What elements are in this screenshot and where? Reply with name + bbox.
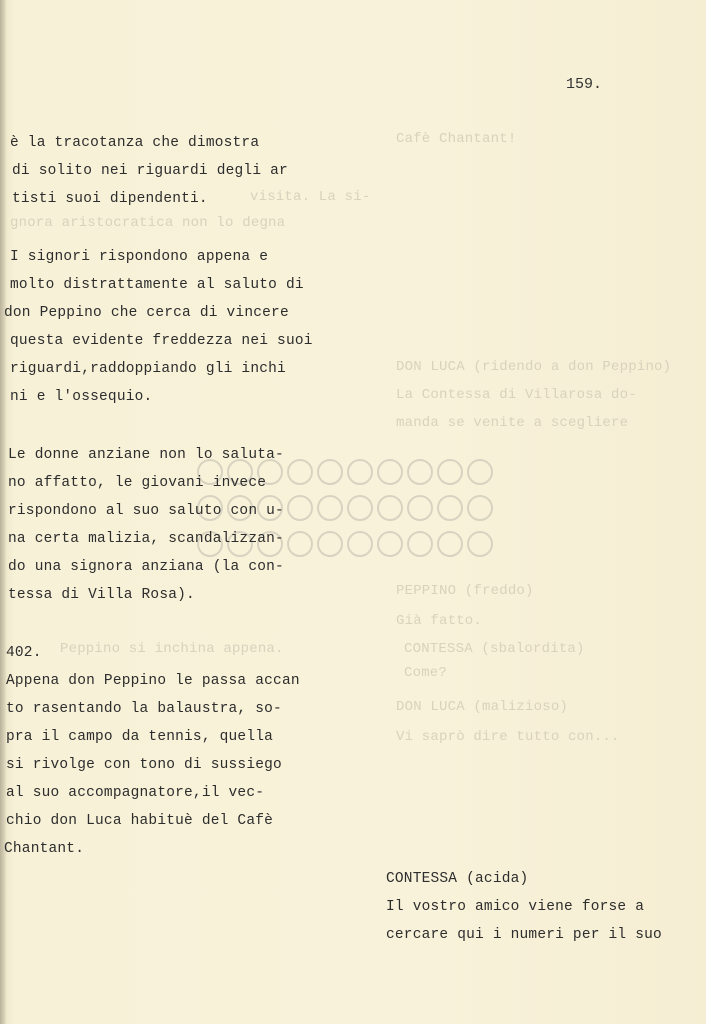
ghost-line: La Contessa di Villarosa do- [396,387,637,403]
page-number: 159. [566,76,603,93]
text-line: Le donne anziane non lo saluta- [8,447,284,463]
text-line: riguardi,raddoppiando gli inchi [10,361,286,377]
character-cue: CONTESSA (acida) [386,871,529,887]
text-line: na certa malizia, scandalizzan- [8,531,284,547]
text-line: Appena don Peppino le passa accan [6,673,300,689]
dialogue-line: cercare qui i numeri per il suo [386,927,662,943]
text-line: al suo accompagnatore,il vec- [6,785,265,801]
ghost-line: Peppino si inchina appena. [60,641,284,657]
text-line: è la tracotanza che dimostra [10,135,260,151]
text-line: I signori rispondono appena e [10,249,269,265]
ghost-line: Vi saprò dire tutto con... [396,729,620,745]
text-line: chio don Luca habituè del Cafè [6,813,274,829]
ghost-line: visita. La si- [250,189,371,205]
text-line: molto distrattamente al saluto di [10,277,304,293]
binding-edge [0,0,6,1024]
ghost-line: Come? [404,665,448,681]
dialogue-line: Il vostro amico viene forse a [386,899,645,915]
text-line: tessa di Villa Rosa). [8,587,195,603]
text-line: tisti suoi dipendenti. [12,191,208,207]
text-line: pra il campo da tennis, quella [6,729,274,745]
ghost-line: gnora aristocratica non lo degna [10,215,286,231]
text-line: no affatto, le giovani invece [8,475,267,491]
ghost-line: Cafè Chantant! [396,131,517,147]
text-line: ni e l'ossequio. [10,389,153,405]
text-line: Chantant. [4,841,85,857]
text-line: rispondono al suo saluto con u- [8,503,284,519]
ghost-line: DON LUCA (ridendo a don Peppino) [396,359,672,375]
text-line: di solito nei riguardi degli ar [12,163,288,179]
ghost-line: DON LUCA (malizioso) [396,699,569,715]
scene-number: 402. [6,645,42,661]
text-line: to rasentando la balaustra, so- [6,701,282,717]
ghost-line: manda se venite a scegliere [396,415,629,431]
ghost-line: PEPPINO (freddo) [396,583,534,599]
ghost-line: CONTESSA (sbalordita) [404,641,585,657]
text-line: questa evidente freddezza nei suoi [10,333,313,349]
ghost-line: Già fatto. [396,613,483,629]
text-line: don Peppino che cerca di vincere [4,305,289,321]
text-line: si rivolge con tono di sussiego [6,757,282,773]
text-line: do una signora anziana (la con- [8,559,284,575]
